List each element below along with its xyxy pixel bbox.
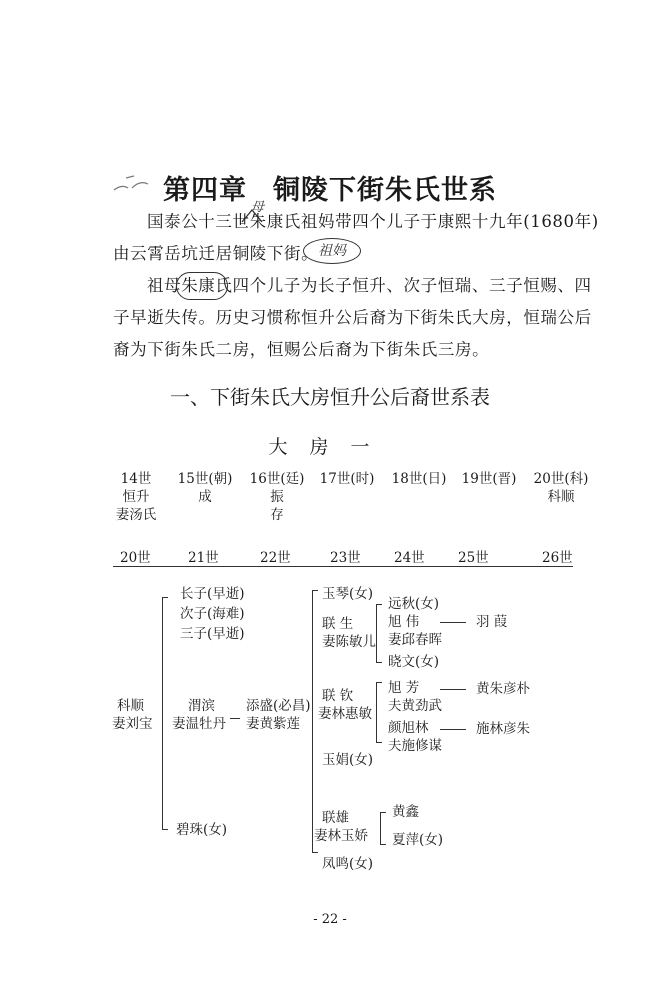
paragraph-2-line-3: 裔为下街朱氏二房，恒赐公后裔为下街朱氏三房。 (113, 340, 490, 359)
gen23-lianqin-spouse: 妻林惠敏 (318, 706, 372, 722)
connector-xufang (440, 689, 466, 690)
generation-header-19: 19世(晋) (461, 471, 517, 487)
paragraph-1-line-1: 国泰公十三世朱康氏祖妈带四个儿子于康熙十九年(1680年) (147, 212, 599, 231)
connector-weibin-tiansheng (230, 718, 240, 719)
generation-label-26: 26世 (542, 550, 573, 566)
gen24-xufang-spouse: 夫黄劲武 (388, 698, 442, 714)
generation-label-21: 21世 (188, 550, 219, 566)
page-number: - 22 - (313, 912, 347, 927)
paragraph-1-line-2: 由云霄岳坑迁居铜陵下街。 (113, 244, 319, 263)
gen24-xiaowen: 晓文(女) (388, 654, 440, 670)
chapter-name: 铜陵下街朱氏世系 (273, 175, 497, 206)
handwritten-circle-mark (176, 272, 228, 300)
gen24-xufang: 旭 芳 (388, 680, 420, 696)
gen23-liansheng-spouse: 妻陈敏儿 (322, 634, 376, 650)
generation-label-23: 23世 (330, 550, 361, 566)
handwritten-annotation-mu: 母 (251, 200, 265, 215)
generation-header-18: 18世(日) (391, 471, 447, 487)
section-title: 一、下街朱氏大房恒升公后裔世系表 (170, 385, 490, 409)
branch-label: 大房一 (268, 436, 392, 458)
chapter-number: 第四章 (163, 175, 247, 206)
generation-header-17: 17世(时) (319, 471, 375, 487)
handwritten-circled-annotation: 祖妈 (303, 238, 361, 264)
gen23-lianxiong-spouse: 妻林玉娇 (314, 828, 368, 844)
bracket-lianxiong (380, 812, 381, 844)
chapter-title (0, 168, 660, 207)
gen23-liansheng: 联 生 (322, 616, 354, 632)
gen25-huangzhuyanpu: 黄朱彦朴 (476, 681, 530, 697)
grandchild-tiansheng-spouse: 妻黄紫莲 (246, 716, 300, 732)
connector-xuwei-yuxia (440, 622, 466, 623)
connector-yanxulin (440, 729, 466, 730)
generation-header-15: 15世(朝) 成 (177, 471, 233, 505)
paragraph-2-line-1: 祖母朱康氏四个儿子为长子恒升、次子恒瑞、三子恒赐、四 (147, 276, 592, 295)
gen24-yanxulin-spouse: 夫施修谋 (388, 738, 442, 754)
child-bizhu: 碧珠(女) (176, 822, 228, 838)
tree-root-spouse: 妻刘宝 (112, 716, 153, 732)
generation-header-16: 16世(廷) 振 存 (249, 471, 305, 523)
child-third: 三子(早逝) (180, 626, 245, 642)
child-weibin: 渭滨 (188, 698, 215, 714)
gen24-yuanqiu: 远秋(女) (388, 596, 440, 612)
bracket-gen21 (162, 597, 163, 829)
gen25-shilinyanzhu: 施林彦朱 (476, 721, 530, 737)
gen24-xuwei: 旭 伟 (388, 614, 420, 630)
gen24-xiaping: 夏萍(女) (392, 832, 444, 848)
child-weibin-spouse: 妻温牡丹 (172, 716, 226, 732)
gen23-lianqin: 联 钦 (322, 688, 354, 704)
grandchild-tiansheng: 添盛(必昌) (246, 698, 311, 714)
bracket-lianqin (376, 682, 377, 742)
child-second: 次子(海难) (180, 606, 245, 622)
gen24-yanxulin: 颜旭林 (388, 720, 429, 736)
generation-label-25: 25世 (458, 550, 489, 566)
child-eldest: 长子(早逝) (180, 586, 245, 602)
gen25-yuxia: 羽 葭 (476, 614, 508, 630)
generation-header-20: 20世(科) 科顺 (533, 471, 589, 505)
tree-root-name: 科顺 (117, 698, 144, 714)
generation-label-20: 20世 (120, 550, 151, 566)
bracket-gen23 (312, 590, 313, 852)
generation-header-14: 14世 恒升 妻汤氏 (115, 471, 157, 523)
paragraph-2-line-2: 子早逝失传。历史习惯称恒升公后裔为下街朱氏大房，恒瑞公后 (113, 308, 592, 327)
gen23-fengming: 凤鸣(女) (322, 856, 374, 872)
gen24-huangxin: 黄鑫 (392, 804, 419, 820)
gen23-yujuan: 玉娟(女) (322, 752, 374, 768)
bracket-liansheng (376, 604, 377, 662)
generation-label-22: 22世 (260, 550, 291, 566)
header-divider (113, 566, 573, 567)
gen23-yuqin: 玉琴(女) (322, 586, 374, 602)
gen24-xuwei-spouse: 妻邱春晖 (388, 632, 442, 648)
generation-label-24: 24世 (394, 550, 425, 566)
gen23-lianxiong: 联雄 (322, 810, 349, 826)
